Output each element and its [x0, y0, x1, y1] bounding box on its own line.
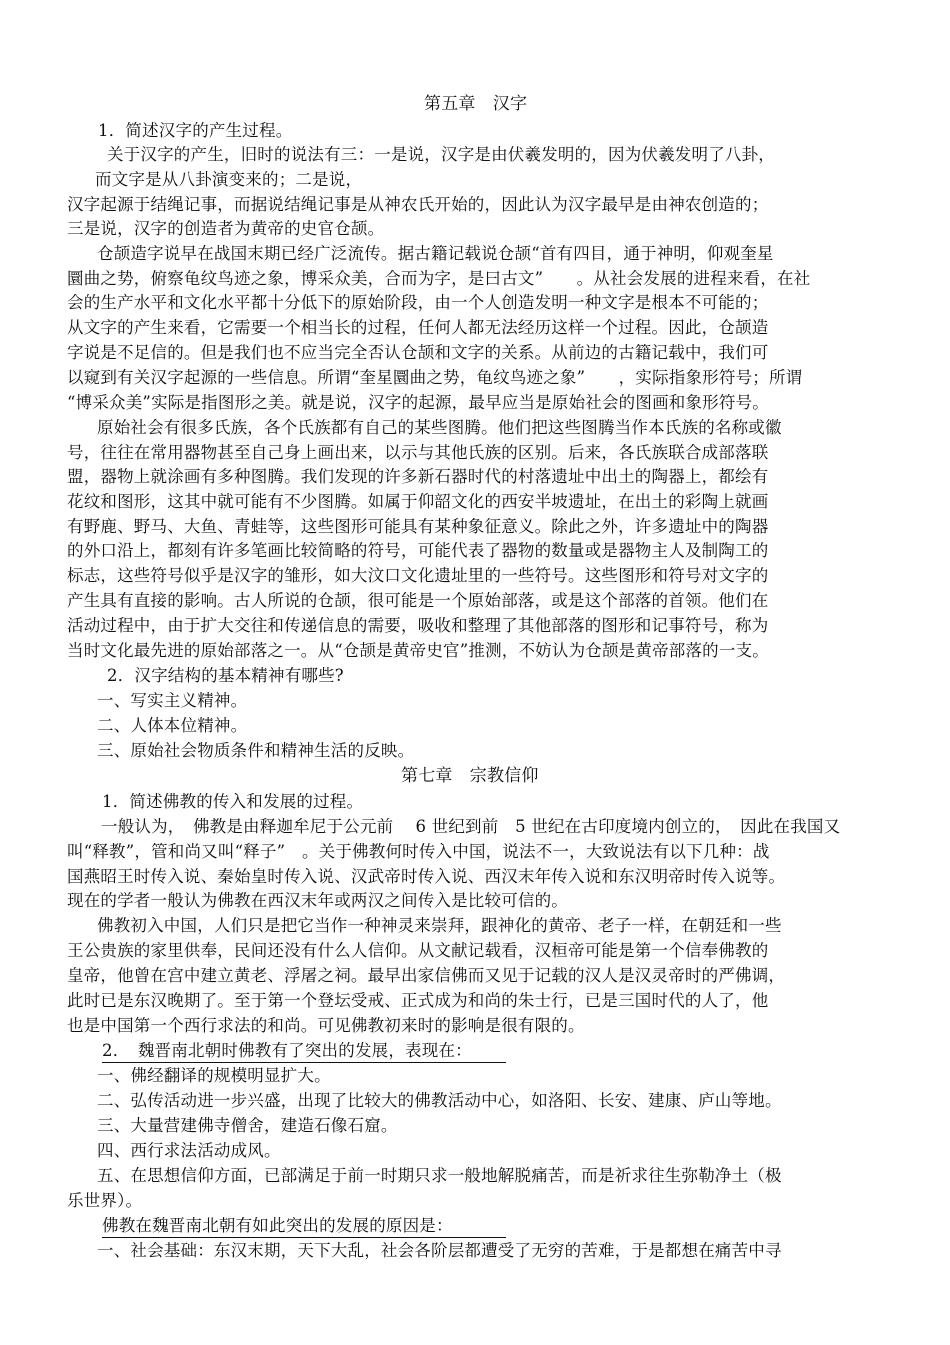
list-item: 四、西行求法活动成风。: [97, 1141, 281, 1160]
underlined-heading: 2． 魏晋南北朝时佛教有了突出的发展，表现在：: [102, 1041, 506, 1063]
question-heading: 2．汉字结构的基本精神有哪些?: [107, 666, 344, 685]
list-item: 二、弘传活动进一步兴盛，出现了比较大的佛教活动中心，如洛阳、长安、建康、庐山等地。: [97, 1091, 782, 1110]
list-item: 一、佛经翻译的规模明显扩大。: [97, 1066, 331, 1085]
list-item: 五、在思想信仰方面，已部满足于前一时期只求一般地解脱痛苦，而是祈求往生弥勒净土（极: [97, 1166, 782, 1185]
paragraph-line: 佛教初入中国，人们只是把它当作一种神灵来崇拜，跟神化的黄帝、老子一样，在朝廷和一些: [97, 916, 782, 935]
paragraph-line: 活动过程中，由于扩大交往和传递信息的需要，吸收和整理了其他部落的图形和记事符号，称为: [67, 616, 769, 635]
question-heading: 1．简述佛教的传入和发展的过程。: [102, 792, 364, 811]
underlined-heading: 佛教在魏晋南北朝有如此突出的发展的原因是：: [102, 1216, 506, 1238]
list-item: 一、社会基础：东汉末期，天下大乱，社会各阶层都遭受了无穷的苦难，于是都想在痛苦中寻: [97, 1241, 782, 1260]
paragraph-line: 关于汉字的产生，旧时的说法有三：一是说，汉字是由伏羲发明的，因为伏羲发明了八卦，: [107, 145, 775, 164]
paragraph-line: 从文字的产生来看，它需要一个相当长的过程，任何人都无法经历这样一个过程。因此，仓颉造: [67, 318, 769, 337]
paragraph-line: “博采众美”实际是指图形之美。就是说，汉字的起源，最早应当是原始社会的图画和象形符号。: [67, 393, 769, 412]
paragraph-line: 国燕昭王时传入说、秦始皇时传入说、汉武帝时传入说、西汉末年传入说和东汉明帝时传入说等。: [67, 867, 786, 886]
paragraph-line: 汉字起源于结绳记事，而据说结绳记事是从神农氏开始的，因此认为汉字最早是由神农创造的；: [67, 195, 769, 214]
chapter-7-title: 第七章 宗教信仰: [401, 766, 539, 786]
paragraph-line: 的外口沿上，都刻有许多笔画比较简略的符号，可能代表了器物的数量或是器物主人及制陶工的: [67, 541, 769, 560]
paragraph-line: 而文字是从八卦演变来的；二是说，: [95, 170, 363, 189]
list-item: 二、人体本位精神。: [97, 716, 248, 735]
paragraph-line: 现在的学者一般认为佛教在西汉末年或两汉之间传入是比较可信的。: [67, 891, 568, 910]
paragraph-line: 以窥到有关汉字起源的一些信息。所谓“奎星圜曲之势，龟纹鸟迹之象” ，实际指象形符号；所谓: [67, 368, 803, 387]
paragraph-line: 当时文化最先进的原始部落之一。从“仓颉是黄帝史官”推测，不妨认为仓颉是黄帝部落的一支。: [67, 641, 769, 660]
paragraph-line: 王公贵族的家里供奉，民间还没有什么人信仰。从文献记载看，汉桓帝可能是第一个信奉佛教的: [67, 941, 769, 960]
paragraph-line: 号，往往在常用器物甚至自己身上画出来，以示与其他氏族的区别。后来，各氏族联合成部落联: [67, 443, 769, 462]
paragraph-line: 字说是不足信的。但是我们也不应当完全否认仓颉和文字的关系。从前边的古籍记载中，我们可: [67, 343, 769, 362]
list-item-continuation: 乐世界）。: [67, 1191, 143, 1210]
list-item: 三、原始社会物质条件和精神生活的反映。: [97, 741, 415, 760]
paragraph-line: 此时已是东汉晚期了。至于第一个登坛受戒、正式成为和尚的朱士行，已是三国时代的人了，他: [67, 991, 769, 1010]
paragraph-line: 会的生产水平和文化水平都十分低下的原始阶段，由一个人创造发明一种文字是根本不可能的；: [67, 293, 769, 312]
paragraph-line: 盟，器物上就涂画有多种图腾。我们发现的许多新石器时代的村落遗址中出土的陶器上，都绘有: [67, 467, 769, 486]
paragraph-line: 原始社会有很多氏族，各个氏族都有自己的某些图腾。他们把这些图腾当作本氏族的名称或徽: [97, 418, 782, 437]
paragraph-line: 仓颉造字说早在战国末期已经广泛流传。据古籍记载说仓颉“首有四目，通于神明，仰观奎星: [97, 244, 774, 263]
paragraph-line: 产生具有直接的影响。古人所说的仓颉，很可能是一个原始部落，或是这个部落的首领。他们在: [67, 591, 769, 610]
paragraph-line: 也是中国第一个西行求法的和尚。可见佛教初来时的影响是很有限的。: [67, 1016, 585, 1035]
paragraph-line: 一般认为， 佛教是由释迦牟尼于公元前 6 世纪到前 5 世纪在古印度境内创立的， 因此在我国又: [101, 817, 841, 836]
paragraph-line: 标志，这些符号似乎是汉字的雏形，如大汶口文化遗址里的一些符号。这些图形和符号对文字的: [67, 566, 769, 585]
chapter-5-title: 第五章 汉字: [424, 94, 528, 114]
list-item: 三、大量营建佛寺僧舍，建造石像石窟。: [97, 1116, 398, 1135]
paragraph-line: 圜曲之势，俯察龟纹鸟迹之象，博采众美，合而为字，是曰古文” 。从社会发展的进程来看，在社: [67, 269, 811, 288]
paragraph-line: 有野鹿、野马、大鱼、青蛙等，这些图形可能具有某种象征意义。除此之外，许多遗址中的陶器: [67, 517, 769, 536]
list-item: 一、写实主义精神。: [97, 691, 248, 710]
paragraph-line: 三是说，汉字的创造者为黄帝的史官仓颉。: [67, 219, 385, 238]
question-heading: 1．简述汉字的产生过程。: [98, 121, 293, 140]
paragraph-line: 叫“释教”，管和尚又叫“释子” 。关于佛教何时传入中国，说法不一，大致说法有以下几种：战: [67, 842, 770, 861]
paragraph-line: 皇帝，他曾在宫中建立黄老、浮屠之祠。最早出家信佛而又见于记载的汉人是汉灵帝时的严佛调，: [67, 966, 786, 985]
paragraph-line: 花纹和图形，这其中就可能有不少图腾。如属于仰韶文化的西安半坡遗址，在出土的彩陶上就画: [67, 492, 769, 511]
